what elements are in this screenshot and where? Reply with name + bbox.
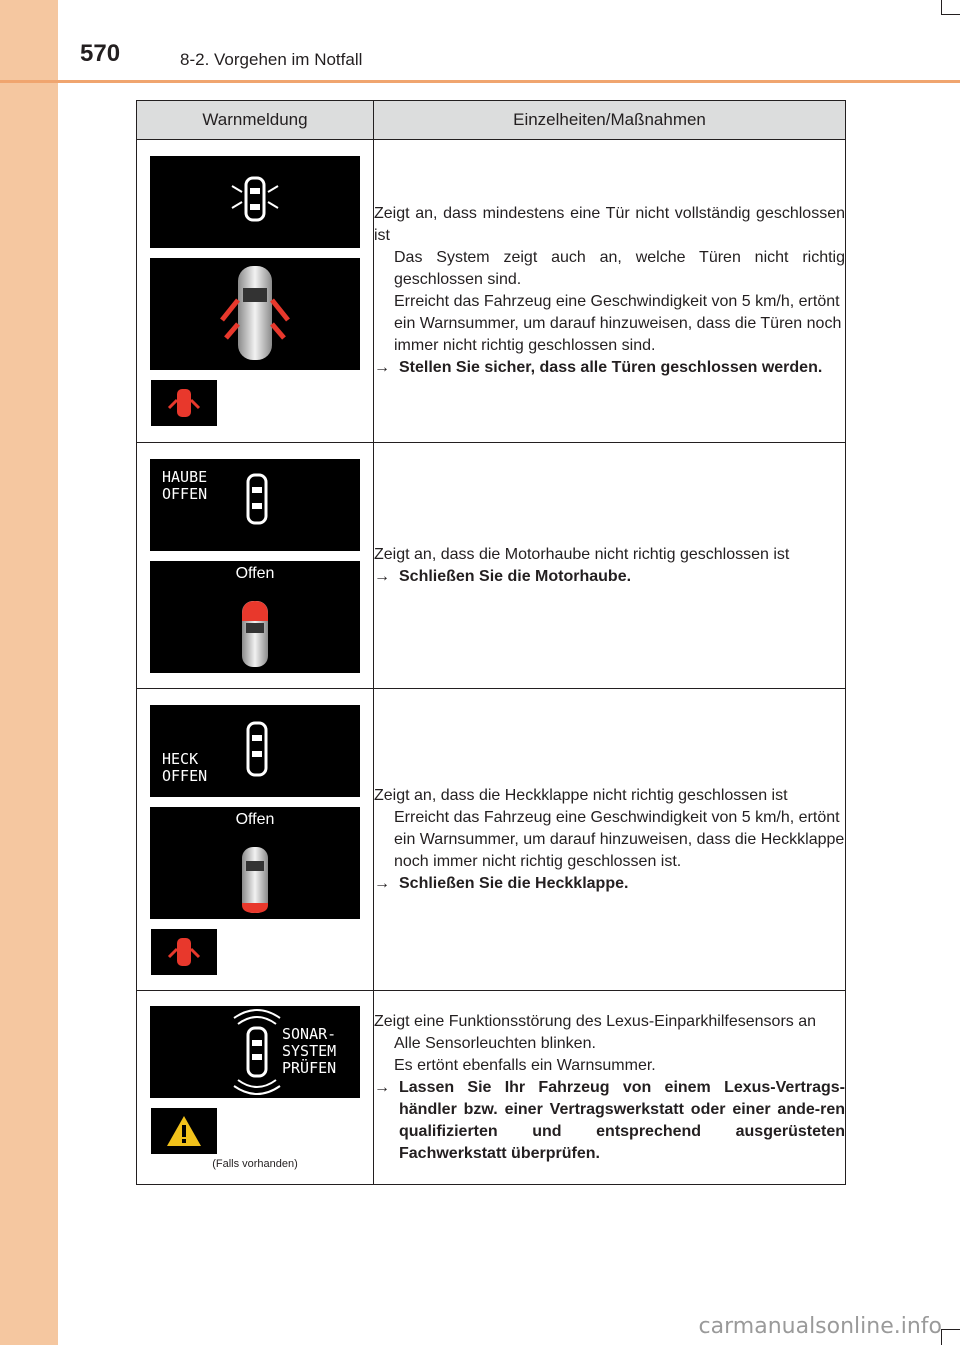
screen-label: Offen — [235, 564, 275, 582]
row-action: → Schließen Sie die Heckklappe. — [374, 873, 845, 895]
car-outline-icon — [150, 459, 360, 551]
car-display-screen — [150, 258, 360, 370]
table-header-row — [137, 101, 846, 140]
details-cell — [374, 991, 846, 1185]
warning-images — [137, 991, 374, 1185]
table-row — [137, 991, 846, 1185]
door-open-car-icon — [150, 156, 360, 248]
warning-triangle-icon — [151, 1108, 217, 1154]
row-action: → Lassen Sie Ihr Fahrzeug von einem Lexus-Vertrags-händler bzw. einer Vertragswerkstatt oder einer ande-ren qualifizierten und entsprechend ausgerüsteten Fachwerkstatt überprüfen. — [374, 1078, 845, 1162]
arrow-icon: → — [374, 1078, 390, 1096]
page-number: 570 — [80, 40, 121, 67]
hood-warning-icon — [150, 561, 360, 673]
arrow-icon: → — [374, 567, 390, 585]
side-band — [0, 0, 58, 1345]
row-intro: Zeigt an, dass die Motorhaube nicht richtig geschlossen ist — [374, 545, 790, 563]
arrow-icon: → — [374, 359, 390, 376]
crop-mark — [941, 14, 960, 15]
section-title: 8-2. Vorgehen im Notfall — [180, 50, 363, 69]
screen-text: SONAR- SYSTEM PRÜFEN — [282, 1024, 337, 1077]
details-cell — [374, 443, 846, 689]
sonar-display-screen — [150, 1006, 360, 1098]
row-intro: Zeigt an, dass mindestens eine Tür nicht vollständig geschlossen ist — [374, 205, 845, 244]
door-display-screen — [150, 156, 360, 248]
arrow-icon: → — [374, 874, 390, 892]
screen-text: HECK OFFEN — [162, 749, 208, 785]
row-detail: Erreicht das Fahrzeug eine Geschwindigkeit von 5 km/h, ertönt ein Warnsummer, um darauf hinzuweisen, dass die Heckklappe noch immer nicht richtig geschlossen ist. — [394, 808, 845, 870]
row-detail: Das System zeigt auch an, welche Türen nicht richtig geschlossen sind. — [394, 249, 845, 288]
warning-images — [137, 443, 374, 689]
crop-mark — [941, 0, 942, 14]
screen-label: Offen — [235, 810, 275, 828]
watermark: carmanualsonline.info — [698, 1314, 942, 1339]
row-intro: Zeigt eine Funktionsstörung des Lexus-Einparkhilfesensors an — [374, 1012, 817, 1030]
details-cell — [374, 689, 846, 991]
tailgate-car-screen — [150, 807, 360, 919]
table-row — [137, 443, 846, 689]
column-header-details: Einzelheiten/Maßnahmen — [374, 101, 846, 140]
door-warning-icon — [151, 929, 217, 975]
door-warning-icon — [151, 380, 217, 426]
row-detail: Erreicht das Fahrzeug eine Geschwindigkeit von 5 km/h, ertönt ein Warnsummer, um darauf hinzuweisen, dass die Türen noch immer nicht richtig geschlossen sind. — [394, 293, 842, 354]
details-cell — [374, 140, 846, 443]
car-top-view-icon — [150, 258, 360, 370]
column-header-warnmeldung: Warnmeldung — [137, 101, 374, 140]
availability-note: (Falls vorhanden) — [212, 1157, 298, 1170]
car-outline-icon — [150, 705, 360, 797]
row-intro: Zeigt an, dass die Heckklappe nicht richtig geschlossen ist — [374, 786, 788, 804]
tailgate-display-screen — [150, 705, 360, 797]
hood-car-screen — [150, 561, 360, 673]
header-rule — [0, 80, 960, 83]
row-action: → Schließen Sie die Motorhaube. — [374, 566, 845, 588]
parking-sensor-icon — [150, 1006, 360, 1098]
row-detail: Es ertönt ebenfalls ein Warnsummer. — [394, 1056, 656, 1074]
warning-table — [136, 100, 846, 1185]
table-row — [137, 689, 846, 991]
crop-mark — [941, 1329, 960, 1330]
row-detail: Alle Sensorleuchten blinken. — [394, 1034, 596, 1052]
warning-images — [137, 140, 374, 443]
hood-display-screen — [150, 459, 360, 551]
tailgate-warning-icon — [150, 807, 360, 919]
row-action: → Stellen Sie sicher, dass alle Türen geschlossen werden. — [374, 357, 845, 379]
screen-text: HAUBE OFFEN — [162, 467, 208, 503]
table-row — [137, 140, 846, 443]
warning-images — [137, 689, 374, 991]
